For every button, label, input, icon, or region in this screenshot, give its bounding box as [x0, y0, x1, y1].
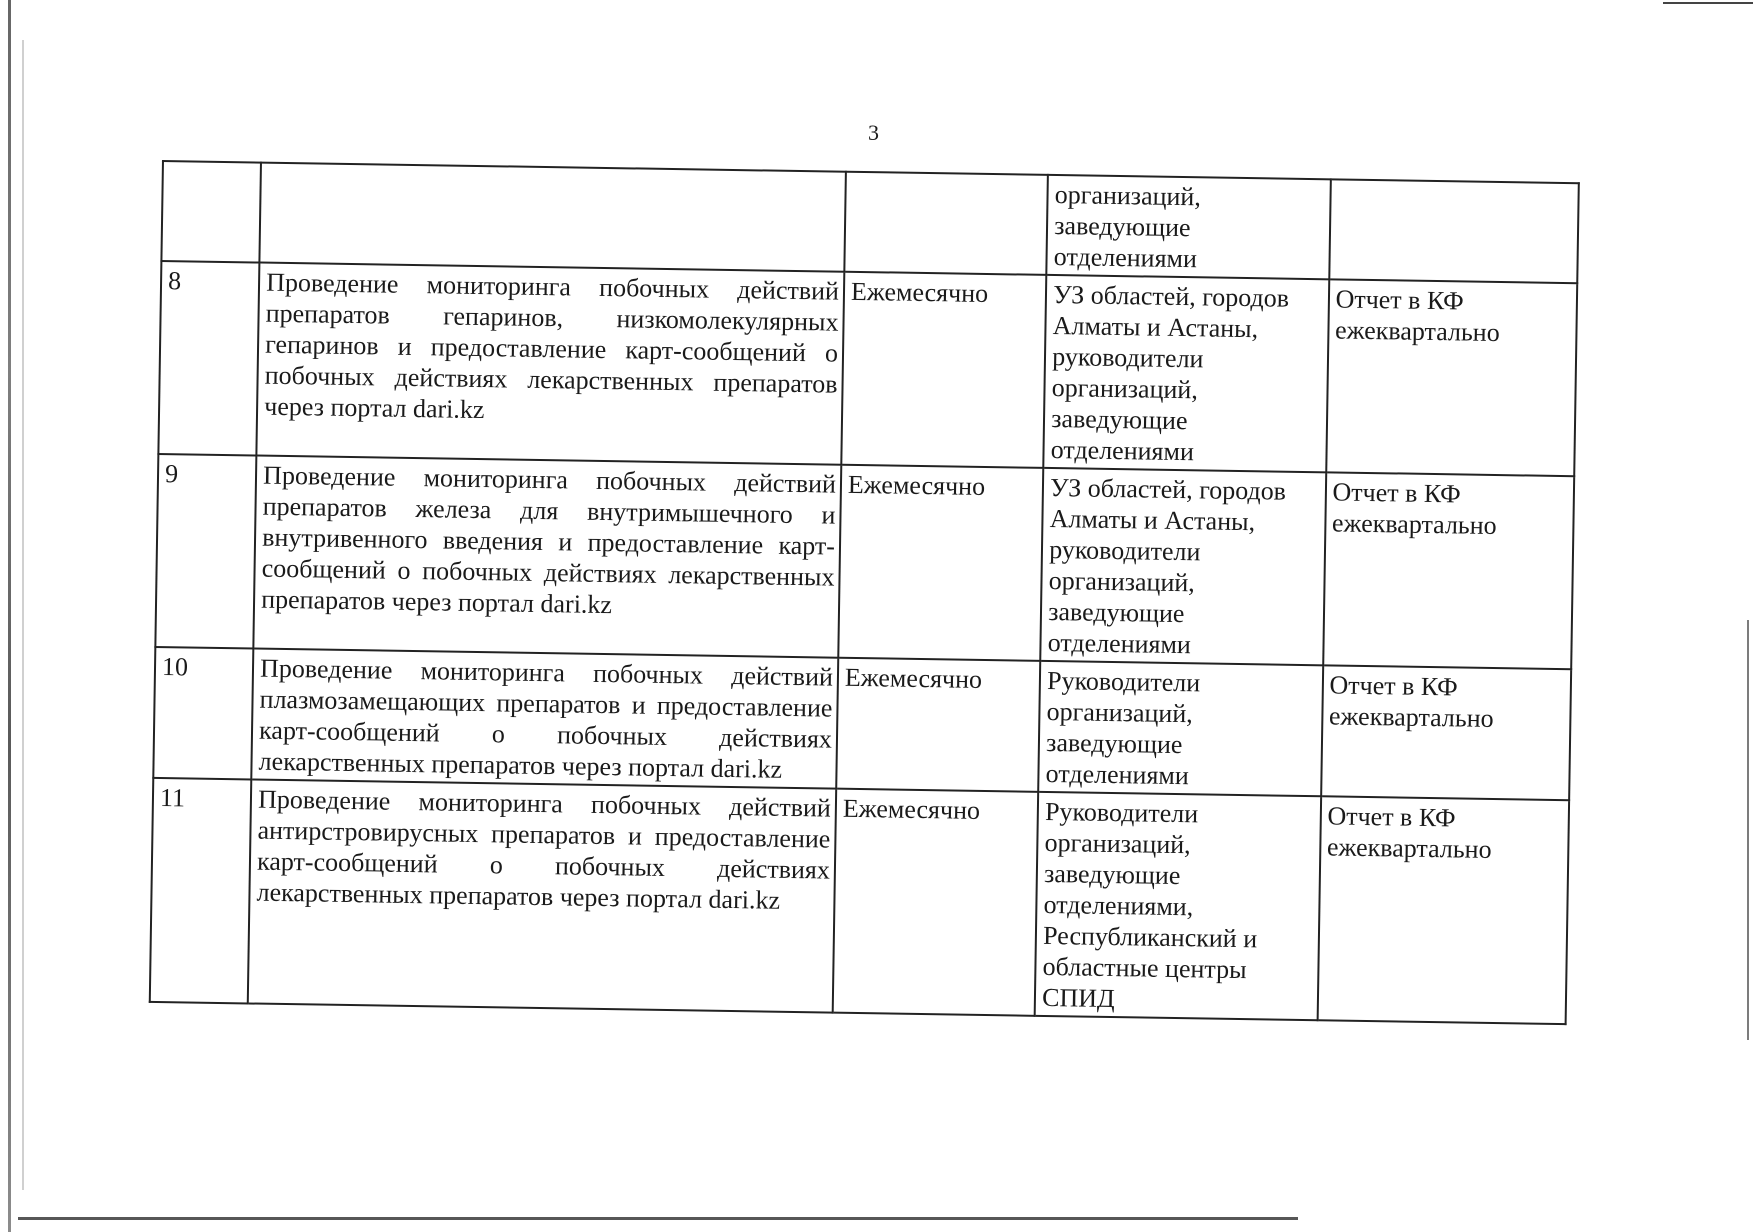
cell-executors: Руководители организаций, заведующие отделениями, Республиканский и областные центры СПИД: [1035, 792, 1321, 1020]
cell-executors: Руководители организаций, заведующие отделениями: [1038, 661, 1322, 796]
scan-edge-left: [8, 0, 11, 1232]
table-row: [155, 454, 1574, 669]
cell-description: [260, 163, 846, 272]
cell-report: Отчет в КФ ежеквартально: [1317, 796, 1569, 1024]
table-row: [150, 778, 1569, 1024]
cell-period: Ежемесячно: [838, 465, 1043, 661]
cell-report: Отчет в КФ ежеквартально: [1326, 279, 1577, 476]
page-number: 3: [868, 120, 879, 145]
cell-description: Проведение мониторинга побочных действий плазмозамещающих препаратов и предоставление карт-сообщений о побочных действиях лекарственных препаратов через портал dari.kz: [251, 648, 838, 788]
table-row: [153, 647, 1571, 800]
cell-report: Отчет в КФ ежеквартально: [1323, 472, 1574, 669]
cell-period: [844, 172, 1048, 275]
cell-description: Проведение мониторинга побочных действий антирстровирусных препаратов и предоставление карт-сообщений о побочных действиях лекарственных препаратов через портал dari.kz: [248, 779, 836, 1012]
cell-executors: УЗ областей, городов Алматы и Астаны, руководители организаций, заведующие отделениями: [1040, 468, 1325, 665]
cell-executors: организаций, заведующие отделениями: [1047, 175, 1331, 279]
cell-num: 10: [153, 647, 253, 780]
cell-period: Ежемесячно: [836, 658, 1040, 792]
scan-edge-bottom: [18, 1217, 1298, 1220]
cell-description: Проведение мониторинга побочных действий препаратов гепаринов, низкомолекулярных гепаринов и предоставление карт-сообщений о побочных действиях лекарственных препаратов через портал dari.kz: [256, 263, 844, 465]
scan-edge-shadow: [22, 40, 24, 1190]
activities-table: [149, 160, 1580, 1025]
cell-report: Отчет в КФ ежеквартально: [1321, 665, 1571, 800]
cell-num: 8: [158, 261, 259, 456]
cell-description: Проведение мониторинга побочных действий препаратов железа для внутримышечного и внутривенного введения и предоставление карт-сообщений о побочных действиях лекарственных препаратов через портал dari.kz: [253, 456, 841, 658]
cell-num: 9: [155, 454, 256, 649]
cell-period: Ежемесячно: [833, 789, 1039, 1016]
scan-edge-right: [1747, 620, 1749, 1040]
cell-num: 11: [150, 778, 252, 1004]
cell-report: [1329, 179, 1579, 283]
cell-period: Ежемесячно: [841, 272, 1046, 468]
cell-executors: УЗ областей, городов Алматы и Астаны, руководители организаций, заведующие отделениями: [1043, 275, 1328, 472]
scan-mark-top: [1663, 2, 1753, 4]
table-row: [158, 261, 1577, 476]
cell-num: [161, 161, 261, 263]
